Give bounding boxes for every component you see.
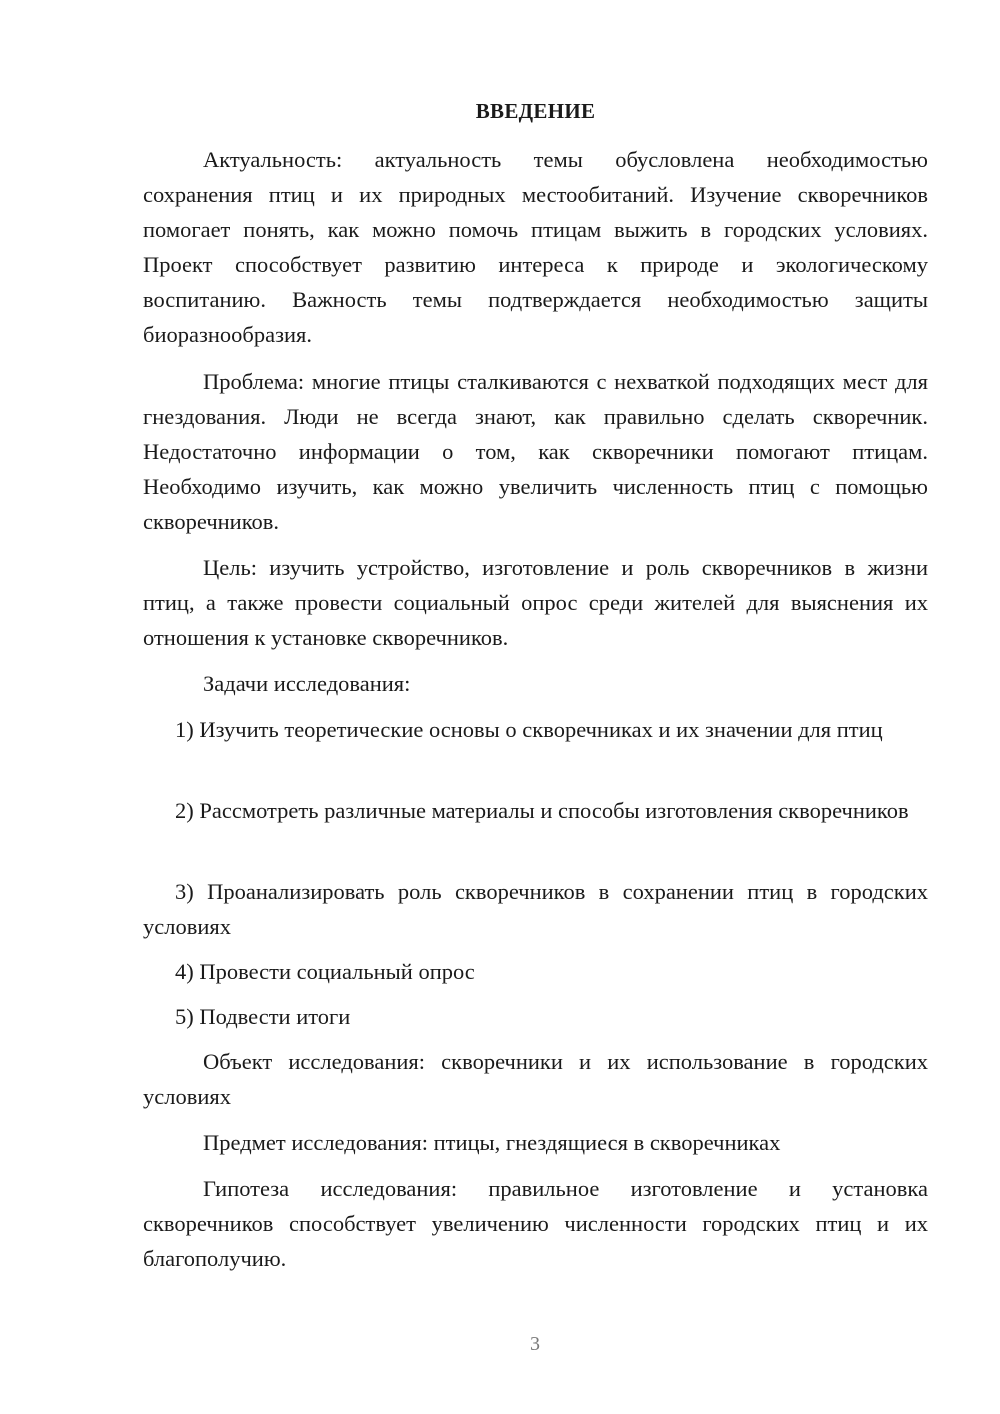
task-item-4: 4) Провести социальный опрос (175, 959, 475, 984)
page-title: ВВЕДЕНИЕ (475, 99, 596, 123)
page-number: 3 (530, 1333, 540, 1355)
object-paragraph: Объект исследования: скворечники и их использование в городских условиях (143, 1049, 928, 1109)
problem-paragraph: Проблема: многие птицы сталкиваются с нехваткой подходящих мест для гнездования. Люди не всегда знают, как правильно сделать скворечник. Недостаточно информации о том, как скворечники помогают птицам. Необходимо изучить, как можно увеличить численность птиц с помощью скворечников. (143, 369, 928, 534)
goal-paragraph: Цель: изучить устройство, изготовление и роль скворечников в жизни птиц, а также провести социальный опрос среди жителей для выяснения их отношения к установке скворечников. (143, 555, 928, 650)
task-item-1: 1) Изучить теоретические основы о скворечниках и их значении для птиц (175, 717, 883, 742)
task-item-3: 3) Проанализировать роль скворечников в сохранении птиц в городских условиях (143, 879, 928, 939)
task-item-5: 5) Подвести итоги (175, 1004, 351, 1029)
subject-paragraph: Предмет исследования: птицы, гнездящиеся в скворечниках (203, 1130, 781, 1155)
task-item-2: 2) Рассмотреть различные материалы и способы изготовления скворечников (175, 798, 909, 823)
tasks-heading: Задачи исследования: (203, 671, 411, 696)
hypothesis-paragraph: Гипотеза исследования: правильное изготовление и установка скворечников способствует увеличению численности городских птиц и их благополучию. (143, 1176, 928, 1271)
relevance-paragraph: Актуальность: актуальность темы обусловлена необходимостью сохранения птиц и их природных местообитаний. Изучение скворечников помогает понять, как можно помочь птицам выжить в городских условиях. Проект способствует развитию интереса к природе и экологическому воспитанию. Важность темы подтверждается необходимостью защиты биоразнообразия. (143, 147, 928, 347)
